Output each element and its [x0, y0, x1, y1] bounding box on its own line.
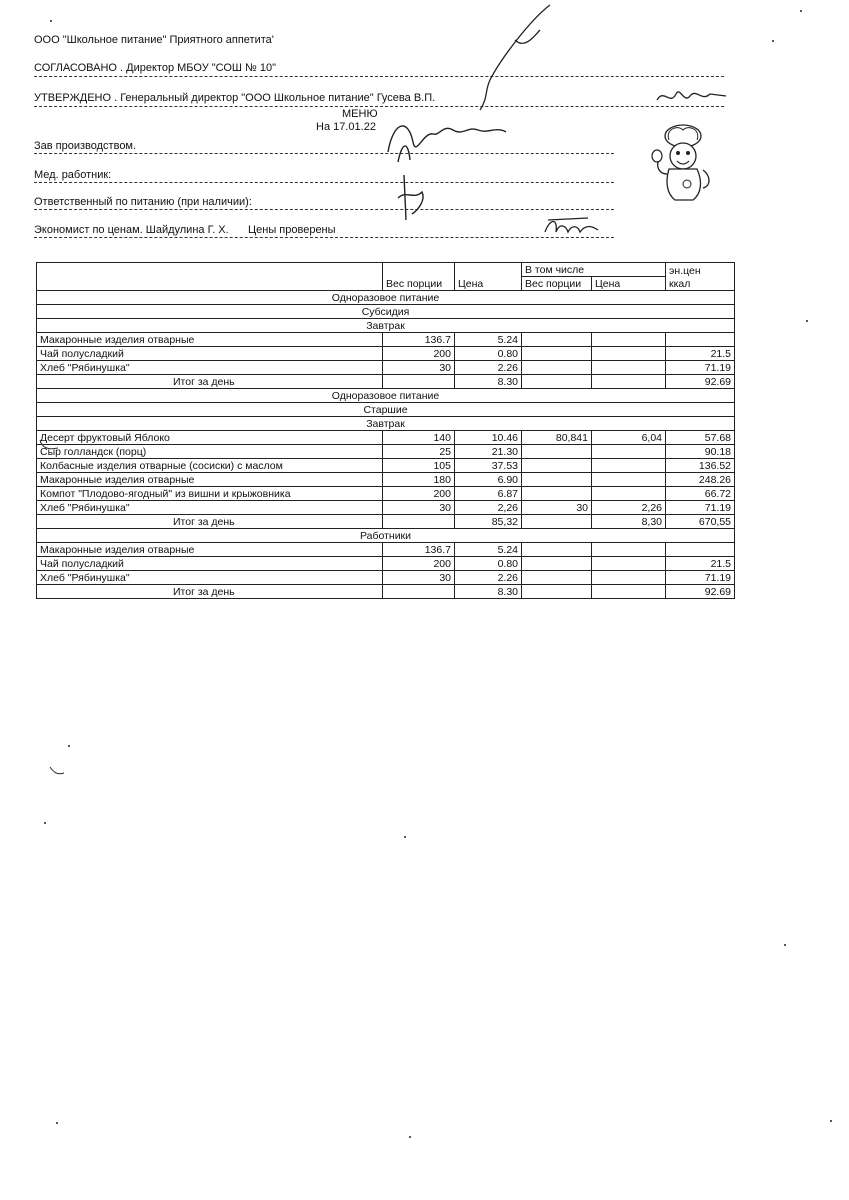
total-inc-price: [592, 375, 666, 389]
item-inc-portion: 30: [522, 501, 592, 515]
item-inc-portion: [522, 571, 592, 585]
section-subtitle: Субсидия: [37, 305, 735, 319]
item-inc-portion: [522, 557, 592, 571]
total-price: 85,32: [455, 515, 522, 529]
item-inc-portion: [522, 333, 592, 347]
total-row: [37, 375, 735, 389]
col-inc-price: Цена: [592, 277, 666, 291]
item-name: Колбасные изделия отварные (сосиски) с маслом: [37, 459, 383, 473]
item-inc-portion: [522, 473, 592, 487]
column-header-row-1: [37, 263, 735, 277]
table-row: [37, 445, 735, 459]
table-row: [37, 459, 735, 473]
item-kcal: 71.19: [666, 361, 735, 375]
scan-speck: [800, 10, 802, 12]
item-kcal: 57.68: [666, 431, 735, 445]
total-price: 8.30: [455, 585, 522, 599]
agreed-line: СОГЛАСОВАНО . Директор МБОУ "СОШ № 10": [34, 62, 277, 74]
total-kcal: 92.69: [666, 375, 735, 389]
menu-table: [36, 262, 735, 599]
col-inc-portion: Вес порции: [522, 277, 592, 291]
item-price: 6.87: [455, 487, 522, 501]
item-inc-price: [592, 347, 666, 361]
item-portion: 136.7: [383, 333, 455, 347]
item-kcal: 71.19: [666, 571, 735, 585]
item-inc-price: [592, 459, 666, 473]
item-price: 0.80: [455, 557, 522, 571]
table-row: [37, 347, 735, 361]
responsible-underline: [34, 209, 614, 210]
total-row: [37, 515, 735, 529]
item-name: Макаронные изделия отварные: [37, 473, 383, 487]
item-kcal: 136.52: [666, 459, 735, 473]
total-inc-price: 8,30: [592, 515, 666, 529]
scan-mark: [48, 765, 68, 777]
item-portion: 25: [383, 445, 455, 459]
approved-line: УТВЕРЖДЕНО . Генеральный директор "ООО Школьное питание" Гусева В.П.: [34, 92, 436, 104]
approved-underline: [34, 106, 724, 107]
section-row: [37, 403, 735, 417]
item-name: Сыр голландск (порц): [37, 445, 383, 459]
head-production-line: Зав производством.: [34, 140, 137, 152]
item-portion: 200: [383, 347, 455, 361]
scan-mark: [38, 438, 62, 452]
item-name: Хлеб "Рябинушка": [37, 501, 383, 515]
item-portion: 105: [383, 459, 455, 473]
signature-economist: [540, 212, 610, 242]
column-header-row-2: [37, 277, 735, 291]
menu-date: На 17.01.22: [316, 121, 376, 133]
item-inc-portion: [522, 487, 592, 501]
scan-speck: [404, 836, 406, 838]
item-kcal: 21.5: [666, 347, 735, 361]
item-price: 5.24: [455, 333, 522, 347]
item-price: 2.26: [455, 571, 522, 585]
total-row: [37, 585, 735, 599]
meal-title: Завтрак: [37, 417, 735, 431]
signature-head-production: [378, 112, 528, 172]
item-inc-portion: [522, 347, 592, 361]
prices-checked: Цены проверены: [248, 224, 336, 236]
item-price: 2,26: [455, 501, 522, 515]
company-line: ООО "Школьное питание" Приятного аппетита': [34, 34, 274, 46]
item-portion: 30: [383, 361, 455, 375]
item-portion: 200: [383, 557, 455, 571]
item-price: 0.80: [455, 347, 522, 361]
table-row: [37, 361, 735, 375]
item-name: Хлеб "Рябинушка": [37, 361, 383, 375]
item-inc-price: 6,04: [592, 431, 666, 445]
economist-underline: [34, 237, 614, 238]
total-label: Итог за день: [37, 585, 383, 599]
agreed-underline: [34, 76, 724, 77]
section-row: [37, 389, 735, 403]
scan-speck: [44, 822, 46, 824]
table-row: [37, 473, 735, 487]
item-kcal: 248.26: [666, 473, 735, 487]
item-inc-price: [592, 473, 666, 487]
scan-speck: [56, 1122, 58, 1124]
item-price: 37.53: [455, 459, 522, 473]
scan-speck: [806, 320, 808, 322]
table-row: [37, 333, 735, 347]
item-inc-price: [592, 333, 666, 347]
meal-title: Завтрак: [37, 319, 735, 333]
total-kcal: 670,55: [666, 515, 735, 529]
total-price: 8.30: [455, 375, 522, 389]
menu-title: МЕНЮ: [342, 108, 378, 120]
section-row: [37, 417, 735, 431]
table-row: [37, 501, 735, 515]
item-inc-portion: [522, 543, 592, 557]
scan-speck: [784, 944, 786, 946]
item-portion: 180: [383, 473, 455, 487]
section-subtitle: Работники: [37, 529, 735, 543]
total-inc-price: [592, 585, 666, 599]
item-name: Чай полусладкий: [37, 557, 383, 571]
item-inc-price: [592, 557, 666, 571]
scan-speck: [50, 20, 52, 22]
item-price: 5.24: [455, 543, 522, 557]
item-inc-price: 2,26: [592, 501, 666, 515]
item-inc-price: [592, 543, 666, 557]
item-inc-portion: [522, 445, 592, 459]
item-kcal: [666, 333, 735, 347]
item-portion: 200: [383, 487, 455, 501]
section-subtitle: Старшие: [37, 403, 735, 417]
item-name: Макаронные изделия отварные: [37, 543, 383, 557]
scan-speck: [68, 745, 70, 747]
item-portion: 140: [383, 431, 455, 445]
total-kcal: 92.69: [666, 585, 735, 599]
col-including: В том числе: [522, 263, 666, 277]
section-row: [37, 291, 735, 305]
item-kcal: 21.5: [666, 557, 735, 571]
item-portion: 136.7: [383, 543, 455, 557]
table-row: [37, 431, 735, 445]
item-inc-price: [592, 571, 666, 585]
item-inc-portion: [522, 459, 592, 473]
item-name: Макаронные изделия отварные: [37, 333, 383, 347]
col-energy-1: эн.цен: [666, 263, 735, 277]
item-name: Хлеб "Рябинушка": [37, 571, 383, 585]
item-price: 2.26: [455, 361, 522, 375]
item-inc-price: [592, 445, 666, 459]
section-title: Одноразовое питание: [37, 291, 735, 305]
signature-director: [460, 0, 580, 120]
table-row: [37, 487, 735, 501]
scan-speck: [830, 1120, 832, 1122]
item-name: Десерт фруктовый Яблоко: [37, 431, 383, 445]
total-label: Итог за день: [37, 515, 383, 529]
chef-logo: [647, 122, 717, 204]
item-kcal: 90.18: [666, 445, 735, 459]
item-inc-portion: [522, 361, 592, 375]
economist-line: Экономист по ценам. Шайдулина Г. Х.: [34, 224, 229, 236]
signature-approved: [652, 82, 732, 112]
section-row: [37, 319, 735, 333]
scan-speck: [409, 1136, 411, 1138]
item-kcal: [666, 543, 735, 557]
scan-speck: [772, 40, 774, 42]
total-label: Итог за день: [37, 375, 383, 389]
item-name: Компот "Плодово-ягодный" из вишни и крыжовника: [37, 487, 383, 501]
col-energy-2: ккал: [666, 277, 735, 291]
item-inc-price: [592, 487, 666, 501]
section-row: [37, 305, 735, 319]
col-price: Цена: [455, 277, 522, 291]
responsible-line: Ответственный по питанию (при наличии):: [34, 196, 252, 208]
signature-medic: [392, 170, 432, 230]
item-price: 10.46: [455, 431, 522, 445]
item-kcal: 71.19: [666, 501, 735, 515]
section-title: Одноразовое питание: [37, 389, 735, 403]
section-row: [37, 529, 735, 543]
item-portion: 30: [383, 571, 455, 585]
table-row: [37, 571, 735, 585]
medic-line: Мед. работник:: [34, 169, 112, 181]
item-name: Чай полусладкий: [37, 347, 383, 361]
table-row: [37, 543, 735, 557]
item-price: 21.30: [455, 445, 522, 459]
item-price: 6.90: [455, 473, 522, 487]
item-portion: 30: [383, 501, 455, 515]
col-portion: Вес порции: [383, 277, 455, 291]
item-kcal: 66.72: [666, 487, 735, 501]
item-inc-portion: 80,841: [522, 431, 592, 445]
table-row: [37, 557, 735, 571]
medic-underline: [34, 182, 614, 183]
item-inc-price: [592, 361, 666, 375]
